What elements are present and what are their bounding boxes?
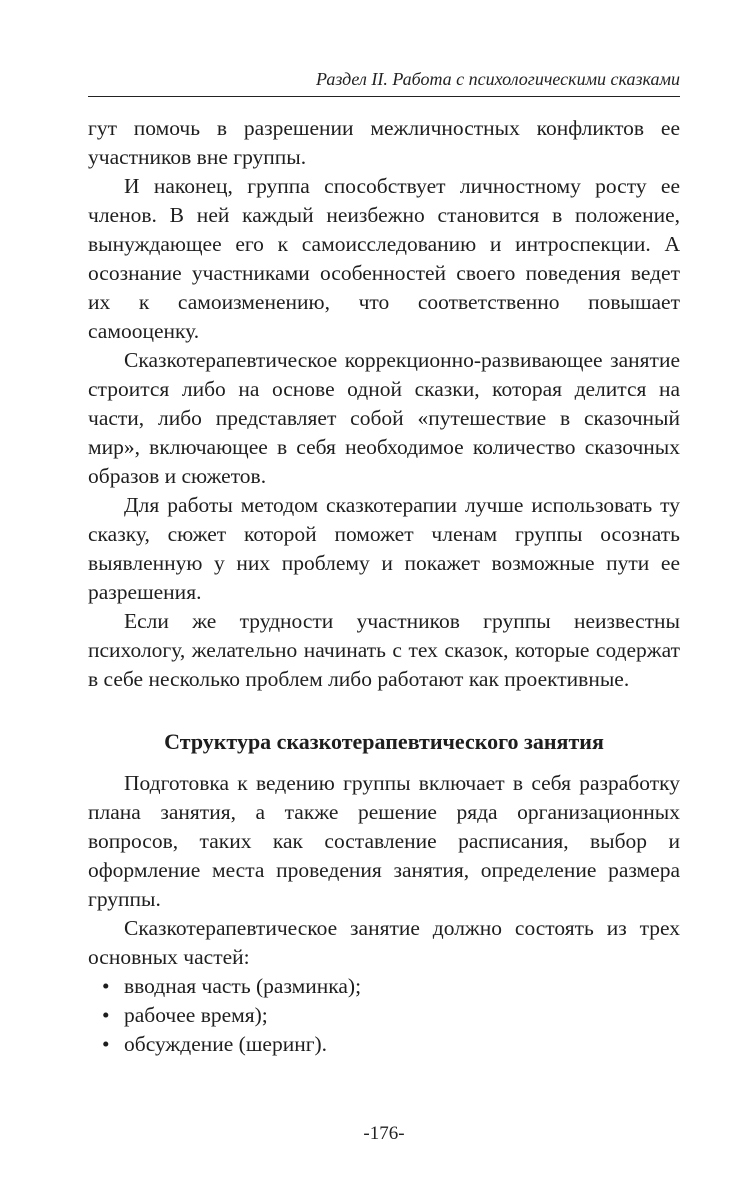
bullet-list (88, 972, 680, 1059)
running-head: Раздел II. Работа с психологическими сказками (316, 69, 680, 89)
bullet-icon: • (102, 1003, 110, 1027)
body-text (88, 114, 680, 1059)
list-item-text: рабочее время); (124, 1003, 268, 1027)
paragraph: Сказкотерапевтическое коррекционно-развивающее занятие строится либо на основе одной сказки, которая делится на части, либо представляет собой «путешествие в сказочный мир», включающее в себя необходимое количество сказочных образов и сюжетов. (88, 348, 680, 488)
page-number: -176- (363, 1123, 405, 1144)
section-heading: Структура сказкотерапевтического занятия (164, 729, 604, 754)
paragraph: Для работы методом сказкотерапии лучше использовать ту сказку, сюжет которой поможет членам группы осознать выявленную у них проблему и покажет возможные пути ее разрешения. (88, 493, 680, 604)
header-rule (88, 96, 680, 97)
list-item (88, 972, 680, 1001)
list-item-text: обсуждение (шеринг). (124, 1032, 328, 1056)
list-item (88, 1001, 680, 1030)
bullet-icon: • (102, 974, 110, 998)
paragraph: Подготовка к ведению группы включает в себя разработку плана занятия, а также решение ряда организационных вопросов, таких как составление расписания, выбор и оформление места проведения занятия, определение размера группы. (88, 771, 680, 911)
paragraph: Сказкотерапевтическое занятие должно состоять из трех основных частей: (88, 916, 680, 969)
list-item (88, 1030, 680, 1059)
list-item-text: вводная часть (разминка); (124, 974, 362, 998)
paragraph-continued: гут помочь в разрешении межличностных конфликтов ее участников вне группы. (88, 116, 680, 169)
paragraph: Если же трудности участников группы неизвестны психологу, желательно начинать с тех сказок, которые содержат в себе несколько проблем либо работают как проективные. (88, 609, 680, 691)
bullet-icon: • (102, 1032, 110, 1056)
paragraph: И наконец, группа способствует личностному росту ее членов. В ней каждый неизбежно становится в положение, вынуждающее его к самоисследованию и интроспекции. А осознание участниками особенностей своего поведения ведет их к самоизменению, что соответственно повышает самооценку. (88, 174, 680, 343)
